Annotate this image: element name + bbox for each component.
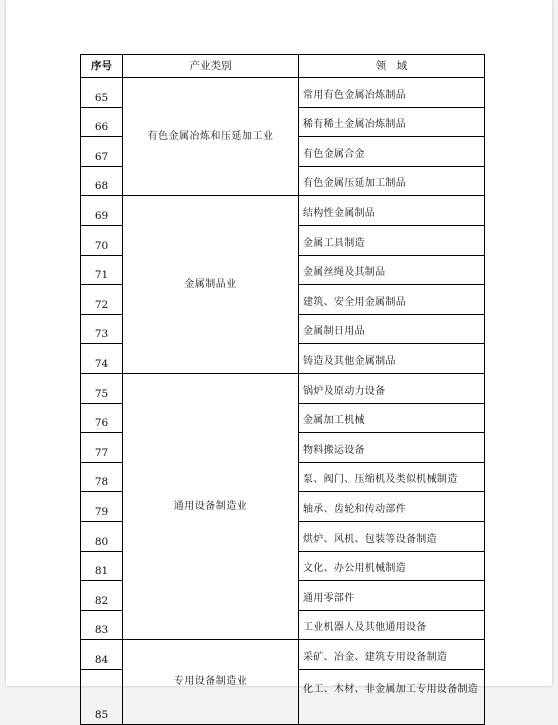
field-cell: 化工、木材、非金属加工专用设备制造 (299, 669, 485, 724)
row-number: 80 (81, 521, 123, 551)
field-cell: 结构性金属制品 (299, 196, 485, 226)
field-cell: 有色金属合金 (299, 137, 485, 167)
field-cell: 金属丝绳及其制品 (299, 255, 485, 285)
industry-category: 专用设备制造业 (123, 640, 299, 725)
field-cell: 文化、办公用机械制造 (299, 551, 485, 581)
field-cell: 金属加工机械 (299, 403, 485, 433)
row-number: 83 (81, 610, 123, 640)
field-cell: 建筑、安全用金属制品 (299, 285, 485, 315)
row-number: 67 (81, 137, 123, 167)
row-number: 82 (81, 581, 123, 611)
row-number: 78 (81, 462, 123, 492)
row-number: 77 (81, 433, 123, 463)
row-number: 85 (81, 669, 123, 724)
field-cell: 常用有色金属冶炼制品 (299, 78, 485, 108)
field-cell: 烘炉、风机、包装等设备制造 (299, 521, 485, 551)
field-cell: 金属工具制造 (299, 225, 485, 255)
field-cell: 稀有稀土金属冶炼制品 (299, 107, 485, 137)
row-number: 66 (81, 107, 123, 137)
table-row (81, 196, 485, 226)
row-number: 75 (81, 373, 123, 403)
industry-category: 有色金属冶炼和压延加工业 (123, 78, 299, 196)
header-category: 产业类别 (123, 55, 299, 78)
row-number: 72 (81, 285, 123, 315)
field-cell: 轴承、齿轮和传动部件 (299, 492, 485, 522)
row-number: 81 (81, 551, 123, 581)
row-number: 79 (81, 492, 123, 522)
row-number: 65 (81, 78, 123, 108)
field-cell: 金属制日用品 (299, 314, 485, 344)
row-number: 73 (81, 314, 123, 344)
field-cell: 有色金属压延加工制品 (299, 166, 485, 196)
document-page (6, 0, 552, 721)
header-field: 领 域 (299, 55, 485, 78)
table-row (81, 373, 485, 403)
table-row (81, 640, 485, 670)
row-number: 84 (81, 640, 123, 670)
row-number: 76 (81, 403, 123, 433)
row-number: 68 (81, 166, 123, 196)
table-body (81, 78, 485, 725)
row-number: 70 (81, 225, 123, 255)
field-cell: 采矿、冶金、建筑专用设备制造 (299, 640, 485, 670)
industry-table (80, 54, 485, 725)
row-number: 71 (81, 255, 123, 285)
field-cell: 物料搬运设备 (299, 433, 485, 463)
field-cell: 锅炉及原动力设备 (299, 373, 485, 403)
field-cell: 铸造及其他金属制品 (299, 344, 485, 374)
row-number: 74 (81, 344, 123, 374)
industry-category: 通用设备制造业 (123, 373, 299, 639)
table-header-row (81, 55, 485, 78)
field-cell: 通用零部件 (299, 581, 485, 611)
table-row (81, 78, 485, 108)
field-cell: 工业机器人及其他通用设备 (299, 610, 485, 640)
row-number: 69 (81, 196, 123, 226)
industry-category: 金属制品业 (123, 196, 299, 374)
field-cell: 泵、阀门、压缩机及类似机械制造 (299, 462, 485, 492)
header-num: 序号 (81, 55, 123, 78)
